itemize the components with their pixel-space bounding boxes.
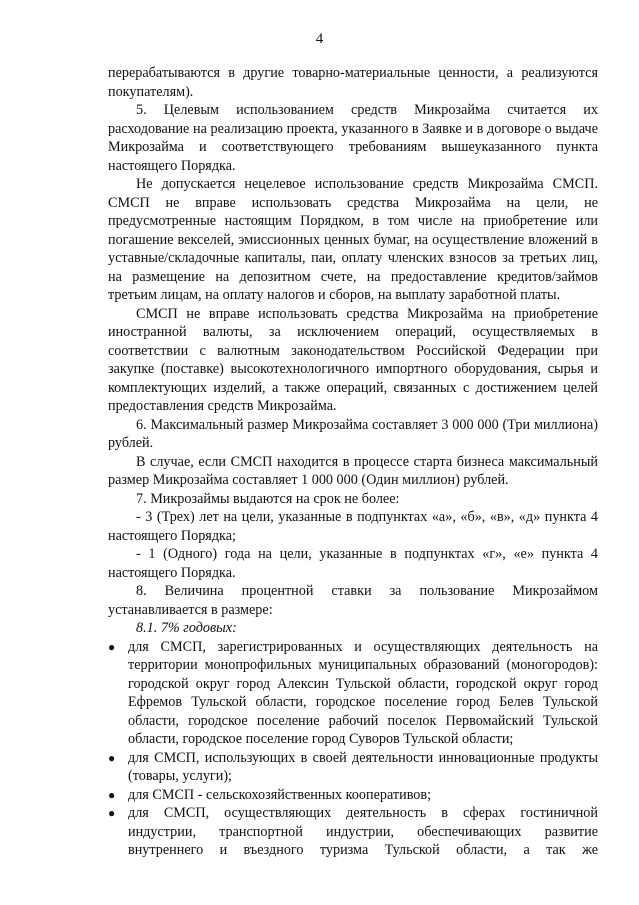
bullet-icon: ●: [108, 750, 116, 765]
bullet-item: [108, 638, 598, 749]
paragraph-startup-max-amount: В случае, если СМСП находится в процессе старта бизнеса максимальный размер Микрозайма составляет 1 000 000 (Один миллион) рублей.: [108, 453, 598, 488]
bullet-icon: ●: [108, 806, 116, 820]
document-body: [108, 64, 598, 860]
paragraph-item-5: 5. Целевым использованием средств Микрозайма считается их расходование на реализацию проекта, указанного в Заявке и в договоре о выдаче Микрозайма и соответствующего требованиям вышеуказанного пункта настоящего Порядка.: [108, 102, 598, 174]
bullet-item: [108, 749, 598, 786]
subheading-8-1-text: 8.1. 7% годовых:: [136, 620, 237, 636]
paragraph-item-8-rate: 8. Величина процентной ставки за пользование Микрозаймом устанавливается в размере:: [108, 583, 598, 618]
paragraph-item-7-term: 7. Микрозаймы выдаются на срок не более:: [136, 490, 400, 507]
paragraph-misuse-prohibition: Не допускается нецелевое использование средств Микрозайма СМСП. СМСП не вправе использовать средства Микрозайма на цели, не предусмотренные настоящим Порядком, в том числе на приобретение или погашение векселей, эмиссионных ценных бумаг, на осуществление вложений в уставные/складочные капиталы, паи, оплату членских взносов за третьих лиц, на размещение на депозитном счете, на предоставление кредитов/займов третьим лицам, на оплату налогов и сборов, на выплату заработной платы.: [108, 176, 598, 303]
bullet-item: [108, 786, 598, 805]
bullet-text-innovation: для СМСП, использующих в своей деятельности инновационные продукты (товары, услуги);: [128, 749, 598, 784]
paragraph-term-three-years: - 3 (Трех) лет на цели, указанные в подпунктах «а», «б», «в», «д» пункта 4 настоящего Порядка;: [108, 509, 598, 544]
bullet-text-cooperatives: для СМСП - сельскохозяйственных кооперативов;: [128, 786, 432, 803]
bullet-item: [108, 804, 598, 860]
bullet-text-monotowns: для СМСП, зарегистрированных и осуществляющих деятельность на территории монопрофильных муниципальных образований (моногородов): городской округ город Алексин Тульской области, городской округ город Ефремов Тульской области, городское поселение город Белев Тульской области, городское поселение рабочий поселок Первомайский Тульской области, городское поселение город Суворов Тульской области;: [128, 638, 598, 747]
bullet-icon: ●: [108, 787, 116, 802]
paragraph-term-one-year: - 1 (Одного) года на цели, указанные в подпунктах «г», «е» пункта 4 настоящего Порядка.: [108, 546, 598, 581]
paragraph-item-6-max-amount: 6. Максимальный размер Микрозайма составляет 3 000 000 (Три миллиона) рублей.: [108, 416, 598, 451]
subheading-8-1: [108, 619, 598, 638]
paragraph-continuation: перерабатываются в другие товарно-материальные ценности, а реализуются покупателям).: [108, 65, 598, 100]
page-number: 4: [315, 31, 324, 47]
bullet-text-tourism: для СМСП, осуществляющих деятельность в сферах гостиничной индустрии, транспортной индустрии, обеспечивающих развитие внутреннего и въездного туризма Тульской области, а так же: [128, 805, 598, 858]
bullet-icon: ●: [108, 639, 116, 654]
paragraph-currency-restriction: СМСП не вправе использовать средства Микрозайма на приобретение иностранной валюты, за исключением операций, осуществляемых в соответствии с валютным законодательством Российской Федерации при закупке (поставке) высокотехнологичного импортного оборудования, сырья и комплектующих изделий, а также операций, связанных с достижением целей предоставления средств Микрозайма.: [108, 305, 598, 414]
